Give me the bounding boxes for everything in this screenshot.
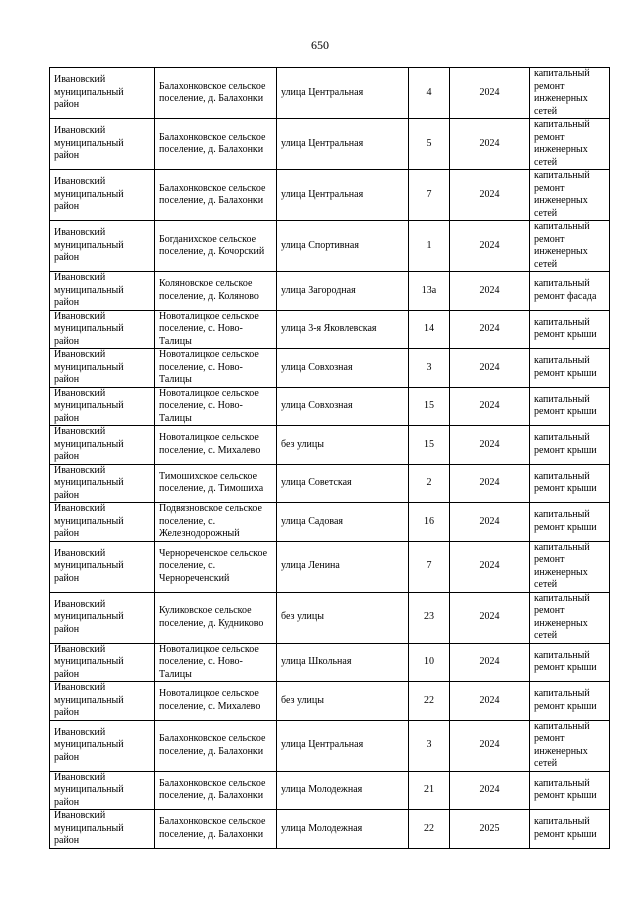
year-cell: 2024 — [450, 503, 530, 542]
work-type-cell: капитальный ремонт инженерных сетей — [530, 592, 610, 643]
settlement-cell: Балахонковское сельское поселение, д. Балахонки — [155, 771, 277, 810]
work-type-cell: капитальный ремонт инженерных сетей — [530, 720, 610, 771]
settlement-cell: Богданихское сельское поселение, д. Кочорский — [155, 221, 277, 272]
district-cell: Ивановский муниципальный район — [50, 720, 155, 771]
street-cell: улица Молодежная — [277, 810, 409, 849]
table-row — [50, 720, 610, 771]
year-cell: 2024 — [450, 387, 530, 426]
district-cell: Ивановский муниципальный район — [50, 541, 155, 592]
work-type-cell: капитальный ремонт крыши — [530, 771, 610, 810]
work-type-cell: капитальный ремонт крыши — [530, 682, 610, 721]
settlement-cell: Новоталицкое сельское поселение, с. Ново-Талицы — [155, 310, 277, 349]
table-row — [50, 771, 610, 810]
settlement-cell: Новоталицкое сельское поселение, с. Михалево — [155, 682, 277, 721]
year-cell: 2024 — [450, 643, 530, 682]
work-type-cell: капитальный ремонт крыши — [530, 810, 610, 849]
street-cell: улица Центральная — [277, 720, 409, 771]
work-type-cell: капитальный ремонт крыши — [530, 426, 610, 465]
work-type-cell: капитальный ремонт инженерных сетей — [530, 68, 610, 119]
work-type-cell: капитальный ремонт крыши — [530, 349, 610, 388]
house-number-cell: 15 — [409, 387, 450, 426]
house-number-cell: 15 — [409, 426, 450, 465]
house-number-cell: 2 — [409, 464, 450, 503]
district-cell: Ивановский муниципальный район — [50, 310, 155, 349]
district-cell: Ивановский муниципальный район — [50, 810, 155, 849]
work-type-cell: капитальный ремонт крыши — [530, 643, 610, 682]
table-row — [50, 170, 610, 221]
street-cell: без улицы — [277, 682, 409, 721]
house-number-cell: 16 — [409, 503, 450, 542]
house-number-cell: 1 — [409, 221, 450, 272]
work-type-cell: капитальный ремонт инженерных сетей — [530, 221, 610, 272]
table-row — [50, 272, 610, 311]
settlement-cell: Балахонковское сельское поселение, д. Балахонки — [155, 170, 277, 221]
district-cell: Ивановский муниципальный район — [50, 771, 155, 810]
house-number-cell: 13а — [409, 272, 450, 311]
house-number-cell: 22 — [409, 810, 450, 849]
work-type-cell: капитальный ремонт крыши — [530, 387, 610, 426]
year-cell: 2024 — [450, 771, 530, 810]
work-type-cell: капитальный ремонт инженерных сетей — [530, 170, 610, 221]
table-row — [50, 387, 610, 426]
table-row — [50, 310, 610, 349]
district-cell: Ивановский муниципальный район — [50, 592, 155, 643]
district-cell: Ивановский муниципальный район — [50, 221, 155, 272]
settlement-cell: Балахонковское сельское поселение, д. Балахонки — [155, 68, 277, 119]
house-number-cell: 5 — [409, 119, 450, 170]
district-cell: Ивановский муниципальный район — [50, 387, 155, 426]
street-cell: улица Советская — [277, 464, 409, 503]
year-cell: 2024 — [450, 170, 530, 221]
year-cell: 2024 — [450, 682, 530, 721]
district-cell: Ивановский муниципальный район — [50, 643, 155, 682]
house-number-cell: 21 — [409, 771, 450, 810]
settlement-cell: Куликовское сельское поселение, д. Кудниково — [155, 592, 277, 643]
settlement-cell: Балахонковское сельское поселение, д. Балахонки — [155, 810, 277, 849]
table-row — [50, 541, 610, 592]
work-type-cell: капитальный ремонт инженерных сетей — [530, 541, 610, 592]
street-cell: улица Совхозная — [277, 349, 409, 388]
table-row — [50, 810, 610, 849]
house-number-cell: 7 — [409, 541, 450, 592]
table-row — [50, 464, 610, 503]
house-number-cell: 4 — [409, 68, 450, 119]
table-row — [50, 221, 610, 272]
year-cell: 2024 — [450, 426, 530, 465]
year-cell: 2024 — [450, 592, 530, 643]
settlement-cell: Новоталицкое сельское поселение, с. Ново-Талицы — [155, 387, 277, 426]
street-cell: улица Молодежная — [277, 771, 409, 810]
year-cell: 2024 — [450, 349, 530, 388]
table-body — [50, 68, 610, 849]
street-cell: улица Центральная — [277, 170, 409, 221]
street-cell: без улицы — [277, 592, 409, 643]
page-number: 650 — [311, 38, 329, 52]
work-type-cell: капитальный ремонт крыши — [530, 503, 610, 542]
settlement-cell: Подвязновское сельское поселение, с. Железнодорожный — [155, 503, 277, 542]
settlement-cell: Новоталицкое сельское поселение, с. Ново-Талицы — [155, 349, 277, 388]
district-cell: Ивановский муниципальный район — [50, 464, 155, 503]
table-row — [50, 68, 610, 119]
work-type-cell: капитальный ремонт фасада — [530, 272, 610, 311]
district-cell: Ивановский муниципальный район — [50, 682, 155, 721]
year-cell: 2024 — [450, 541, 530, 592]
house-number-cell: 23 — [409, 592, 450, 643]
table-row — [50, 349, 610, 388]
street-cell: улица Школьная — [277, 643, 409, 682]
settlement-cell: Тимошихское сельское поселение, д. Тимошиха — [155, 464, 277, 503]
street-cell: улица Центральная — [277, 68, 409, 119]
work-type-cell: капитальный ремонт крыши — [530, 464, 610, 503]
table-row — [50, 682, 610, 721]
district-cell: Ивановский муниципальный район — [50, 170, 155, 221]
year-cell: 2024 — [450, 720, 530, 771]
table-row — [50, 426, 610, 465]
house-number-cell: 7 — [409, 170, 450, 221]
street-cell: улица Центральная — [277, 119, 409, 170]
house-number-cell: 10 — [409, 643, 450, 682]
year-cell: 2024 — [450, 464, 530, 503]
street-cell: улица Загородная — [277, 272, 409, 311]
year-cell: 2024 — [450, 221, 530, 272]
settlement-cell: Балахонковское сельское поселение, д. Балахонки — [155, 720, 277, 771]
housing-repair-table — [49, 67, 610, 849]
settlement-cell: Балахонковское сельское поселение, д. Балахонки — [155, 119, 277, 170]
settlement-cell: Чернореченское сельское поселение, с. Чернореченский — [155, 541, 277, 592]
district-cell: Ивановский муниципальный район — [50, 503, 155, 542]
district-cell: Ивановский муниципальный район — [50, 426, 155, 465]
house-number-cell: 22 — [409, 682, 450, 721]
work-type-cell: капитальный ремонт крыши — [530, 310, 610, 349]
table-row — [50, 119, 610, 170]
year-cell: 2024 — [450, 310, 530, 349]
settlement-cell: Коляновское сельское поселение, д. Коляново — [155, 272, 277, 311]
year-cell: 2024 — [450, 272, 530, 311]
settlement-cell: Новоталицкое сельское поселение, с. Ново-Талицы — [155, 643, 277, 682]
street-cell: улица Садовая — [277, 503, 409, 542]
house-number-cell: 14 — [409, 310, 450, 349]
year-cell: 2024 — [450, 68, 530, 119]
house-number-cell: 3 — [409, 349, 450, 388]
table-row — [50, 592, 610, 643]
street-cell: без улицы — [277, 426, 409, 465]
street-cell: улица Совхозная — [277, 387, 409, 426]
street-cell: улица Спортивная — [277, 221, 409, 272]
table-row — [50, 503, 610, 542]
table-row — [50, 643, 610, 682]
street-cell: улица Ленина — [277, 541, 409, 592]
district-cell: Ивановский муниципальный район — [50, 68, 155, 119]
district-cell: Ивановский муниципальный район — [50, 119, 155, 170]
year-cell: 2025 — [450, 810, 530, 849]
work-type-cell: капитальный ремонт инженерных сетей — [530, 119, 610, 170]
district-cell: Ивановский муниципальный район — [50, 349, 155, 388]
street-cell: улица 3-я Яковлевская — [277, 310, 409, 349]
house-number-cell: 3 — [409, 720, 450, 771]
year-cell: 2024 — [450, 119, 530, 170]
district-cell: Ивановский муниципальный район — [50, 272, 155, 311]
settlement-cell: Новоталицкое сельское поселение, с. Михалево — [155, 426, 277, 465]
